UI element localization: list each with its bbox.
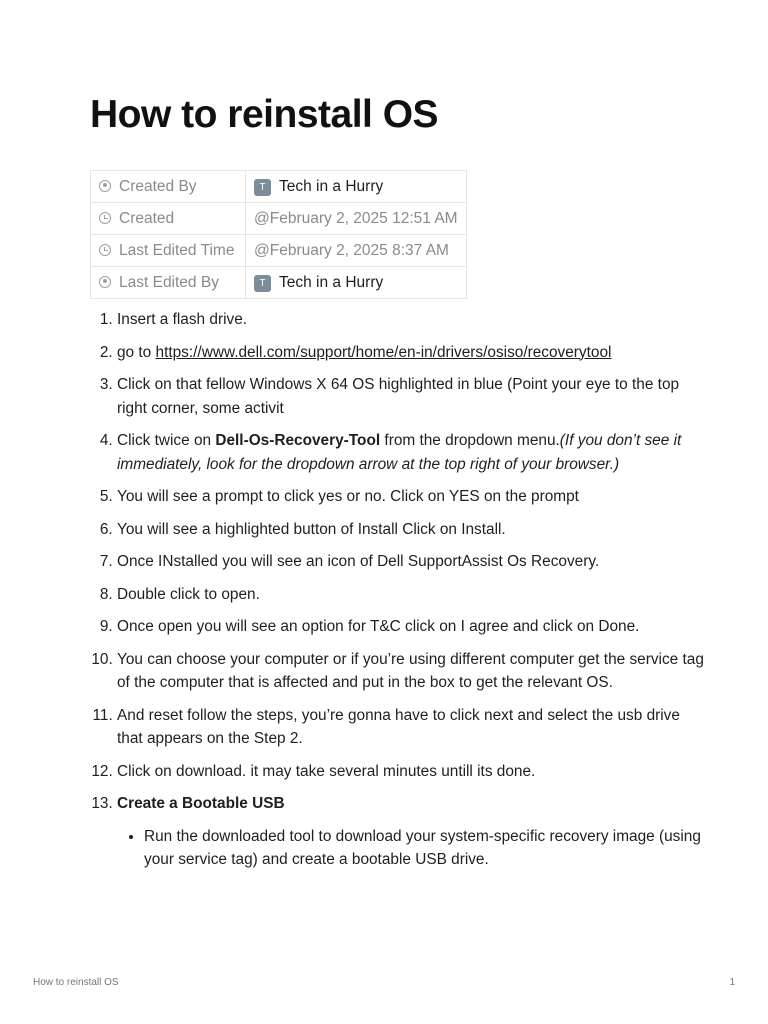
property-value[interactable]: @February 2, 2025 12:51 AM xyxy=(246,203,467,235)
list-item: 8. Double click to open. xyxy=(117,583,707,607)
list-item: 9. Once open you will see an option for T&C click on I agree and click on Done. xyxy=(117,615,707,639)
property-row xyxy=(91,171,467,203)
footer-title: How to reinstall OS xyxy=(33,977,119,988)
page-title: How to reinstall OS xyxy=(90,93,439,136)
properties-table xyxy=(90,170,467,299)
sub-list-item: • Run the downloaded tool to download your system-specific recovery image (using your service tag) and create a bootable USB drive. xyxy=(144,825,707,872)
list-item: 5. You will see a prompt to click yes or no. Click on YES on the prompt xyxy=(117,485,707,509)
sub-list xyxy=(117,825,707,872)
property-key: Created By xyxy=(91,171,246,203)
list-item: 2. go to https://www.dell.com/support/home/en-in/drivers/osiso/recoverytool xyxy=(117,341,707,365)
property-value[interactable]: @February 2, 2025 8:37 AM xyxy=(246,235,467,267)
list-item: 13. Create a Bootable USB • Run the downloaded tool to download your system-specific recovery image (using your service tag) and create a bootable USB drive. xyxy=(117,792,707,872)
list-item: 6. You will see a highlighted button of Install Click on Install. xyxy=(117,518,707,542)
property-value[interactable]: T Tech in a Hurry xyxy=(246,267,467,299)
property-row xyxy=(91,235,467,267)
recovery-tool-link[interactable]: https://www.dell.com/support/home/en-in/drivers/osiso/recoverytool xyxy=(155,343,612,361)
clock-icon xyxy=(99,244,111,256)
list-item: 7. Once INstalled you will see an icon of Dell SupportAssist Os Recovery. xyxy=(117,550,707,574)
list-item: 1. Insert a flash drive. xyxy=(117,308,707,332)
list-item: 10. You can choose your computer or if you’re using different computer get the service tag of the computer that is affected and put in the box to get the relevant OS. xyxy=(117,648,707,695)
clock-icon xyxy=(99,212,111,224)
property-value[interactable]: T Tech in a Hurry xyxy=(246,171,467,203)
page-number: 1 xyxy=(729,977,735,988)
property-row xyxy=(91,267,467,299)
steps-list xyxy=(90,308,707,881)
list-item: 3. Click on that fellow Windows X 64 OS highlighted in blue (Point your eye to the top right corner, some activit xyxy=(117,373,707,420)
list-item: 4. Click twice on Dell-Os-Recovery-Tool from the dropdown menu.(If you don’t see it immediately, look for the dropdown arrow at the top right of your browser.) xyxy=(117,429,707,476)
property-key: Created xyxy=(91,203,246,235)
list-item: 11. And reset follow the steps, you’re gonna have to click next and select the usb drive that appears on the Step 2. xyxy=(117,704,707,751)
property-row xyxy=(91,203,467,235)
avatar: T xyxy=(254,275,271,292)
person-icon xyxy=(99,180,111,192)
person-icon xyxy=(99,276,111,288)
list-item: 12. Click on download. it may take several minutes untill its done. xyxy=(117,760,707,784)
property-key: Last Edited Time xyxy=(91,235,246,267)
avatar: T xyxy=(254,179,271,196)
property-key: Last Edited By xyxy=(91,267,246,299)
